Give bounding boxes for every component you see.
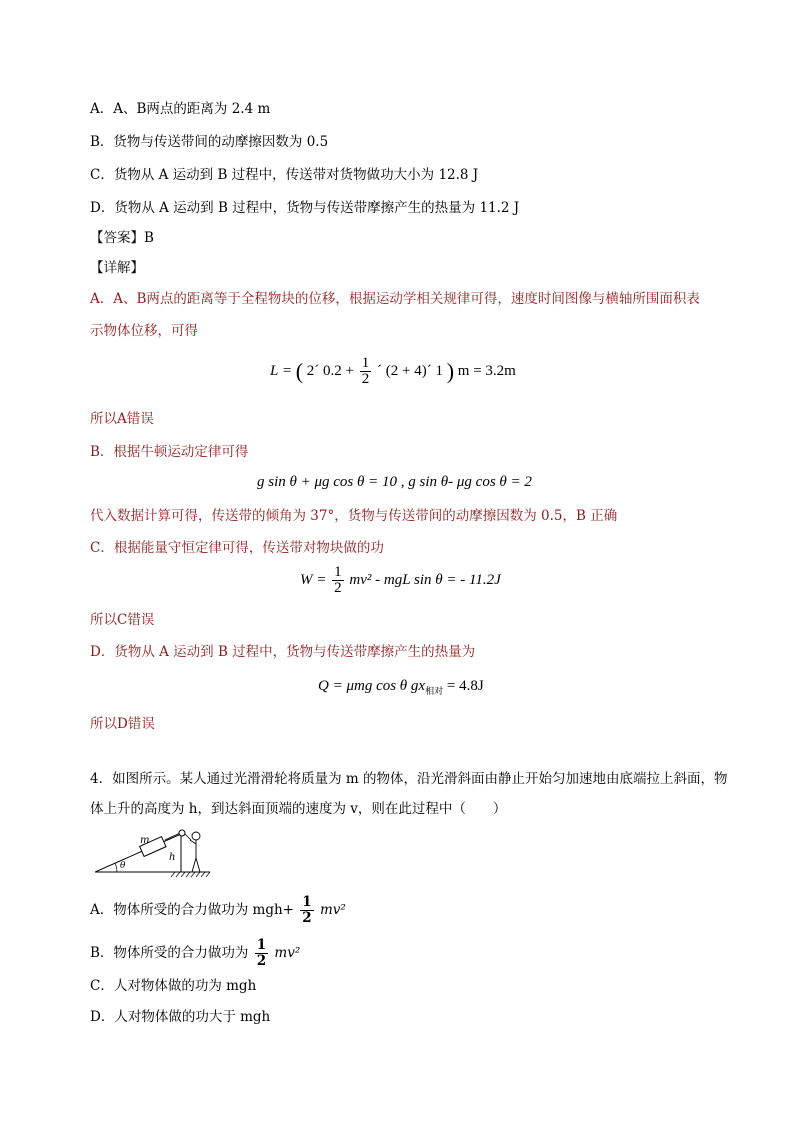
formula-l-frac [360,356,372,387]
formula-l-part1: 2´ 0.2 + [306,362,354,379]
formula-q-sub: 相对 [425,686,444,696]
formula-l-frac-num: 1 [361,355,370,371]
q4-option-b-prefix: B．物体所受的合力做功为 [90,945,249,961]
formula-b: g sin θ + μg cos θ = 10 , g sin θ- μg cos θ = 2 [257,474,532,490]
figure-label-height: h [169,852,176,863]
option-b-prev: B．货物与传送带间的动摩擦因数为 0.5 [90,134,329,150]
q4-option-a-prefix: A．物体所受的合力做功为 mgh+ [90,902,294,918]
formula-l-lhs: L = [270,362,292,379]
explanation-a-line1: A．A、B两点的距离等于全程物块的位移，根据运动学相关规律可得，速度时间图像与横轴所围面积表 [90,291,700,307]
q4-option-b-suffix: mv² [274,945,301,961]
explanation-a-conclusion: 所以A错误 [90,411,154,427]
option-c-prev: C．货物从 A 运动到 B 过程中，传送带对货物做功大小为 12.8 J [90,167,479,183]
figure-label-angle: θ [120,861,126,871]
formula-l [270,356,516,387]
formula-w-lhs: W = [300,571,327,588]
q4-option-c: C．人对物体做的功为 mgh [90,978,257,994]
q4-option-a-frac [300,895,313,926]
explanation-b-line: B．根据牛顿运动定律可得 [90,444,249,460]
q4-option-b-frac-num: 1 [256,937,267,953]
q4-option-b-frac [255,938,268,969]
formula-w-frac-den: 2 [334,580,342,596]
explanation-d-conclusion: 所以D错误 [90,716,155,732]
explanation-b-result: 代入数据计算可得，传送带的倾角为 37°，货物与传送带间的动摩擦因数为 0.5，B 正确 [90,508,618,524]
q4-stem-line1: 4．如图所示。某人通过光滑滑轮将质量为 m 的物体，沿光滑斜面由静止开始匀加速地由底端拉上斜面，物 [90,771,728,787]
incline-figure [95,826,215,882]
explanation-d-line: D．货物从 A 运动到 B 过程中，货物与传送带摩擦产生的热量为 [90,644,476,660]
formula-w-frac [332,565,344,596]
figure-label-mass: m [140,835,150,846]
formula-l-part2: ´ (2 + 4)´ 1 [377,362,443,379]
q4-option-b-frac-den: 2 [256,953,267,969]
explanation-c-conclusion: 所以C错误 [90,612,155,628]
formula-l-close-paren: ) [446,358,455,384]
answer-label: 【答案】B [90,230,154,246]
option-d-prev: D．货物从 A 运动到 B 过程中，货物与传送带摩擦产生的热量为 11.2 J [90,200,520,216]
option-a-prev: A．A、B两点的距离为 2.4 m [90,101,271,117]
q4-option-a [90,895,346,926]
formula-w-frac-num: 1 [334,564,342,580]
formula-l-frac-den: 2 [361,371,370,387]
q4-option-a-frac-den: 2 [302,910,312,926]
formula-q-main: Q = μmg cos θ gx [318,678,426,694]
formula-l-rhs: m = 3.2m [457,362,516,379]
formula-l-open-paren: ( [295,358,304,384]
q4-option-b [90,938,300,969]
q4-option-a-suffix: mv² [320,902,346,918]
explanation-c-line: C．根据能量守恒定律可得，传送带对物块做的功 [90,540,384,556]
incline-diagram [95,826,215,878]
explanation-a-line2: 示物体位移，可得 [90,323,198,339]
formula-q-rhs: = 4.8J [443,678,484,694]
q4-option-d: D．人对物体做的功大于 mgh [90,1009,271,1025]
formula-w-rhs: mv² - mgL sin θ = - 11.2J [349,571,501,588]
q4-option-a-frac-num: 1 [302,894,312,910]
detail-header: 【详解】 [90,260,144,276]
formula-q [318,678,484,697]
q4-stem-line2: 体上升的高度为 h，到达斜面顶端的速度为 v，则在此过程中（ ） [90,801,507,817]
formula-w [300,565,501,596]
